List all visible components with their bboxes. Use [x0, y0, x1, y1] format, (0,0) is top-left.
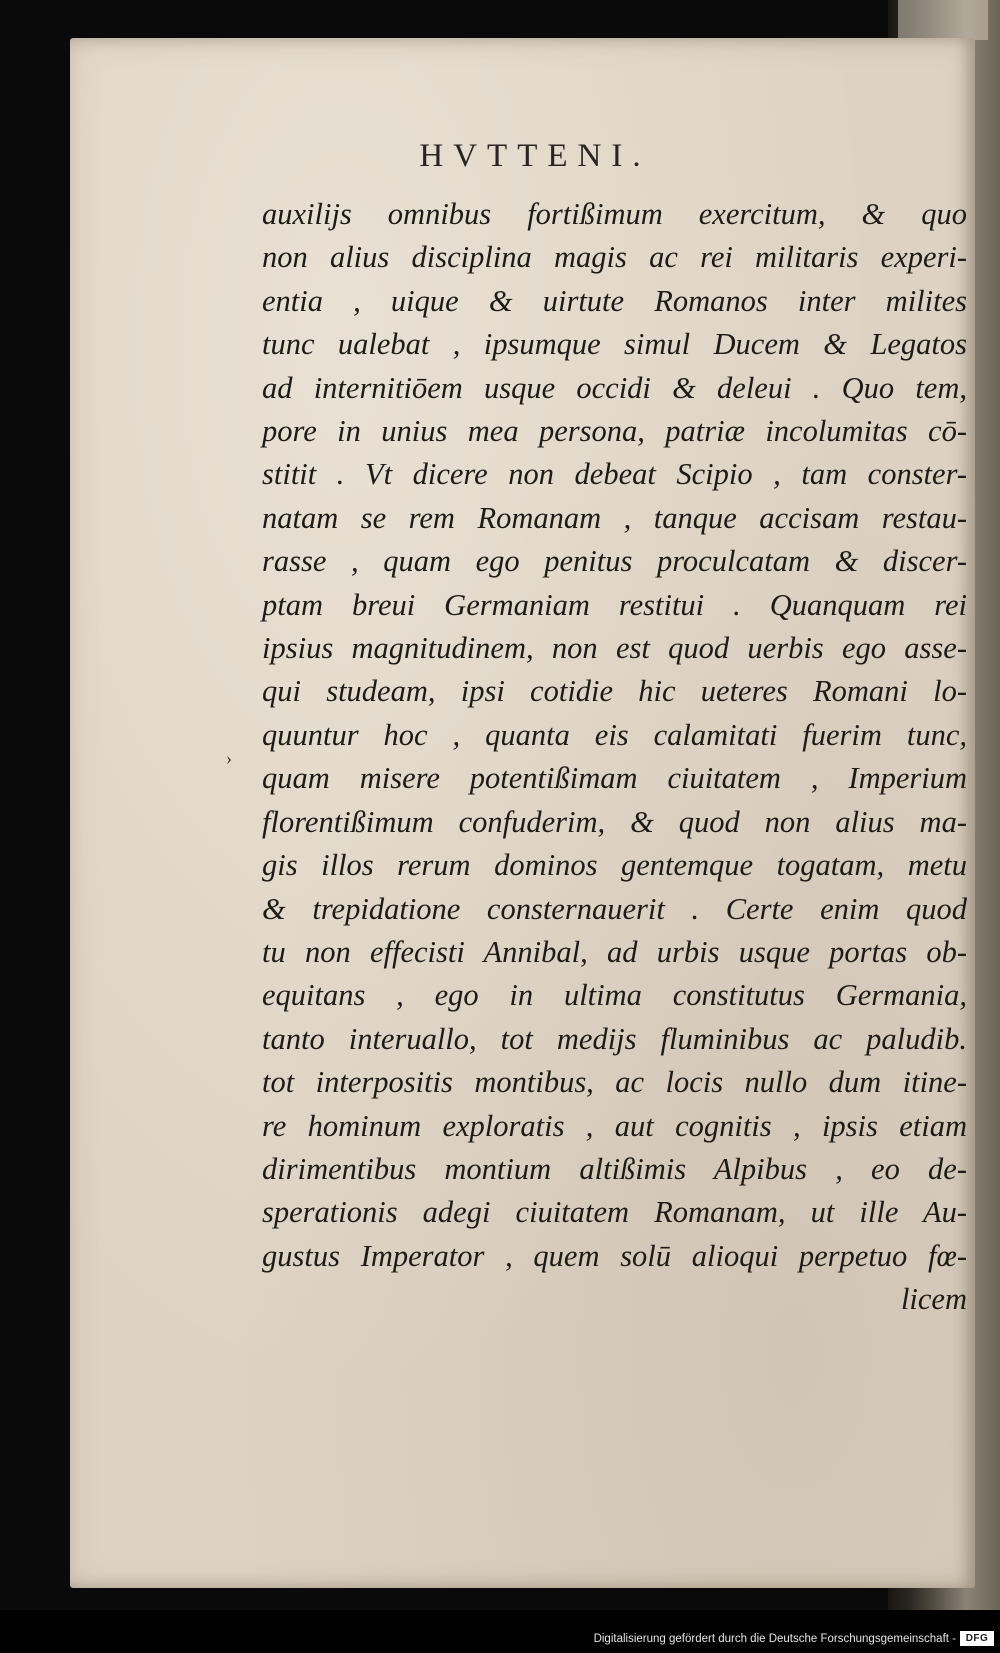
dfg-logo: DFG	[960, 1631, 994, 1646]
text-line: gustus Imperator , quem solū alioqui perpetuo fœ-	[262, 1238, 967, 1273]
margin-mark: ›	[226, 748, 232, 768]
text-line: tunc ualebat , ipsumque simul Ducem & Legatos	[262, 327, 967, 362]
text-line: tot interpositis montibus, ac locis nullo dum itine-	[262, 1065, 967, 1100]
text-line: ad internitiōem usque occidi & deleui . Quo tem,	[262, 370, 967, 405]
text-line: entia , uique & uirtute Romanos inter milites	[262, 283, 967, 318]
catchword: licem	[900, 1282, 967, 1317]
text-line: ptam breui Germaniam restitui . Quanquam rei	[262, 587, 967, 622]
text-line: qui studeam, ipsi cotidie hic ueteres Romani lo-	[262, 674, 967, 709]
text-line: auxilijs omnibus fortißimum exercitum, & quo	[262, 197, 967, 231]
text-line: & trepidatione consternauerit . Certe enim quod	[262, 891, 967, 926]
text-line: rasse , quam ego penitus proculcatam & discer-	[262, 544, 967, 579]
text-line: re hominum exploratis , aut cognitis , ipsis etiam	[262, 1108, 967, 1143]
funding-notice: Digitalisierung gefördert durch die Deutsche Forschungsgemeinschaft -	[593, 1633, 956, 1645]
text-line: quam misere potentißimam ciuitatem , Imperium	[262, 761, 967, 796]
text-line: ipsius magnitudinem, non est quod uerbis ego asse-	[262, 631, 967, 666]
text-line: sperationis adegi ciuitatem Romanam, ut ille Au-	[262, 1195, 967, 1230]
text-line: non alius disciplina magis ac rei militaris experi-	[262, 240, 967, 275]
text-line: equitans , ego in ultima constitutus Germania,	[262, 978, 967, 1013]
running-head: HVTTENI.	[419, 138, 651, 174]
text-line: quuntur hoc , quanta eis calamitati fuerim tunc,	[262, 717, 967, 752]
text-line: florentißimum confuderim, & quod non alius ma-	[262, 804, 967, 839]
text-line: natam se rem Romanam , tanque accisam restau-	[262, 500, 967, 535]
body-text	[262, 193, 967, 1322]
text-line: tu non effecisti Annibal, ad urbis usque portas ob-	[262, 934, 967, 969]
text-line: pore in unius mea persona, patriæ incolumitas cō-	[262, 414, 967, 449]
footer-bar	[0, 1610, 1000, 1653]
text-line: stitit . Vt dicere non debeat Scipio , tam conster-	[262, 457, 967, 492]
text-line: dirimentibus montium altißimis Alpibus , eo de-	[262, 1151, 967, 1186]
text-line: tanto interuallo, tot medijs fluminibus ac paludib.	[262, 1021, 967, 1056]
text-line: gis illos rerum dominos gentemque togatam, metu	[262, 848, 967, 883]
